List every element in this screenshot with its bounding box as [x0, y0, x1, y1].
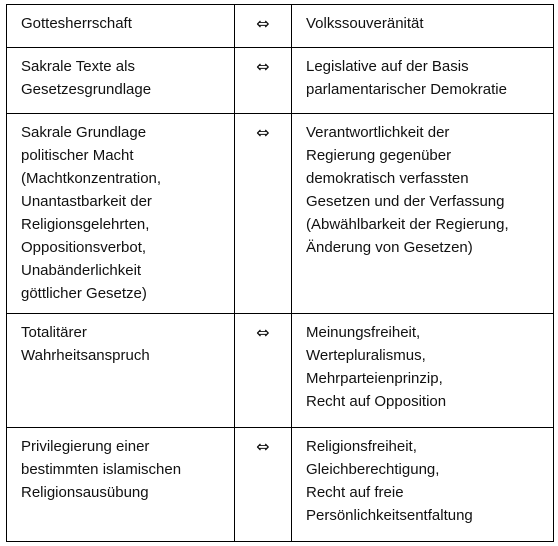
table-row: [7, 5, 554, 48]
right-cell: Volkssouveränität: [292, 5, 554, 48]
left-cell: Sakrale Texte als Gesetzesgrundlage: [7, 48, 235, 114]
left-cell: Gottesherrschaft: [7, 5, 235, 48]
left-cell: Totalitärer Wahrheitsanspruch: [7, 314, 235, 428]
double-arrow-icon: ⇔: [235, 48, 292, 114]
right-cell: Legislative auf der Basis parlamentarischer Demokratie: [292, 48, 554, 114]
double-arrow-icon: ⇔: [235, 5, 292, 48]
double-arrow-icon: ⇔: [235, 314, 292, 428]
left-cell: Privilegierung einer bestimmten islamischen Religionsausübung: [7, 428, 235, 542]
table-row: [7, 48, 554, 114]
left-cell: Sakrale Grundlage politischer Macht (Machtkonzentration, Unantastbarkeit der Religionsgelehrten, Oppositionsverbot, Unabänderlichkeit göttlicher Gesetze): [7, 114, 235, 314]
table-row: [7, 114, 554, 314]
comparison-table: [6, 4, 554, 542]
right-cell: Verantwortlichkeit der Regierung gegenüber demokratisch verfassten Gesetzen und der Verfassung (Abwählbarkeit der Regierung, Änderung von Gesetzen): [292, 114, 554, 314]
double-arrow-icon: ⇔: [235, 428, 292, 542]
double-arrow-icon: ⇔: [235, 114, 292, 314]
right-cell: Religionsfreiheit, Gleichberechtigung, Recht auf freie Persönlichkeitsentfaltung: [292, 428, 554, 542]
table-row: [7, 428, 554, 542]
right-cell: Meinungsfreiheit, Wertepluralismus, Mehrparteienprinzip, Recht auf Opposition: [292, 314, 554, 428]
table-row: [7, 314, 554, 428]
